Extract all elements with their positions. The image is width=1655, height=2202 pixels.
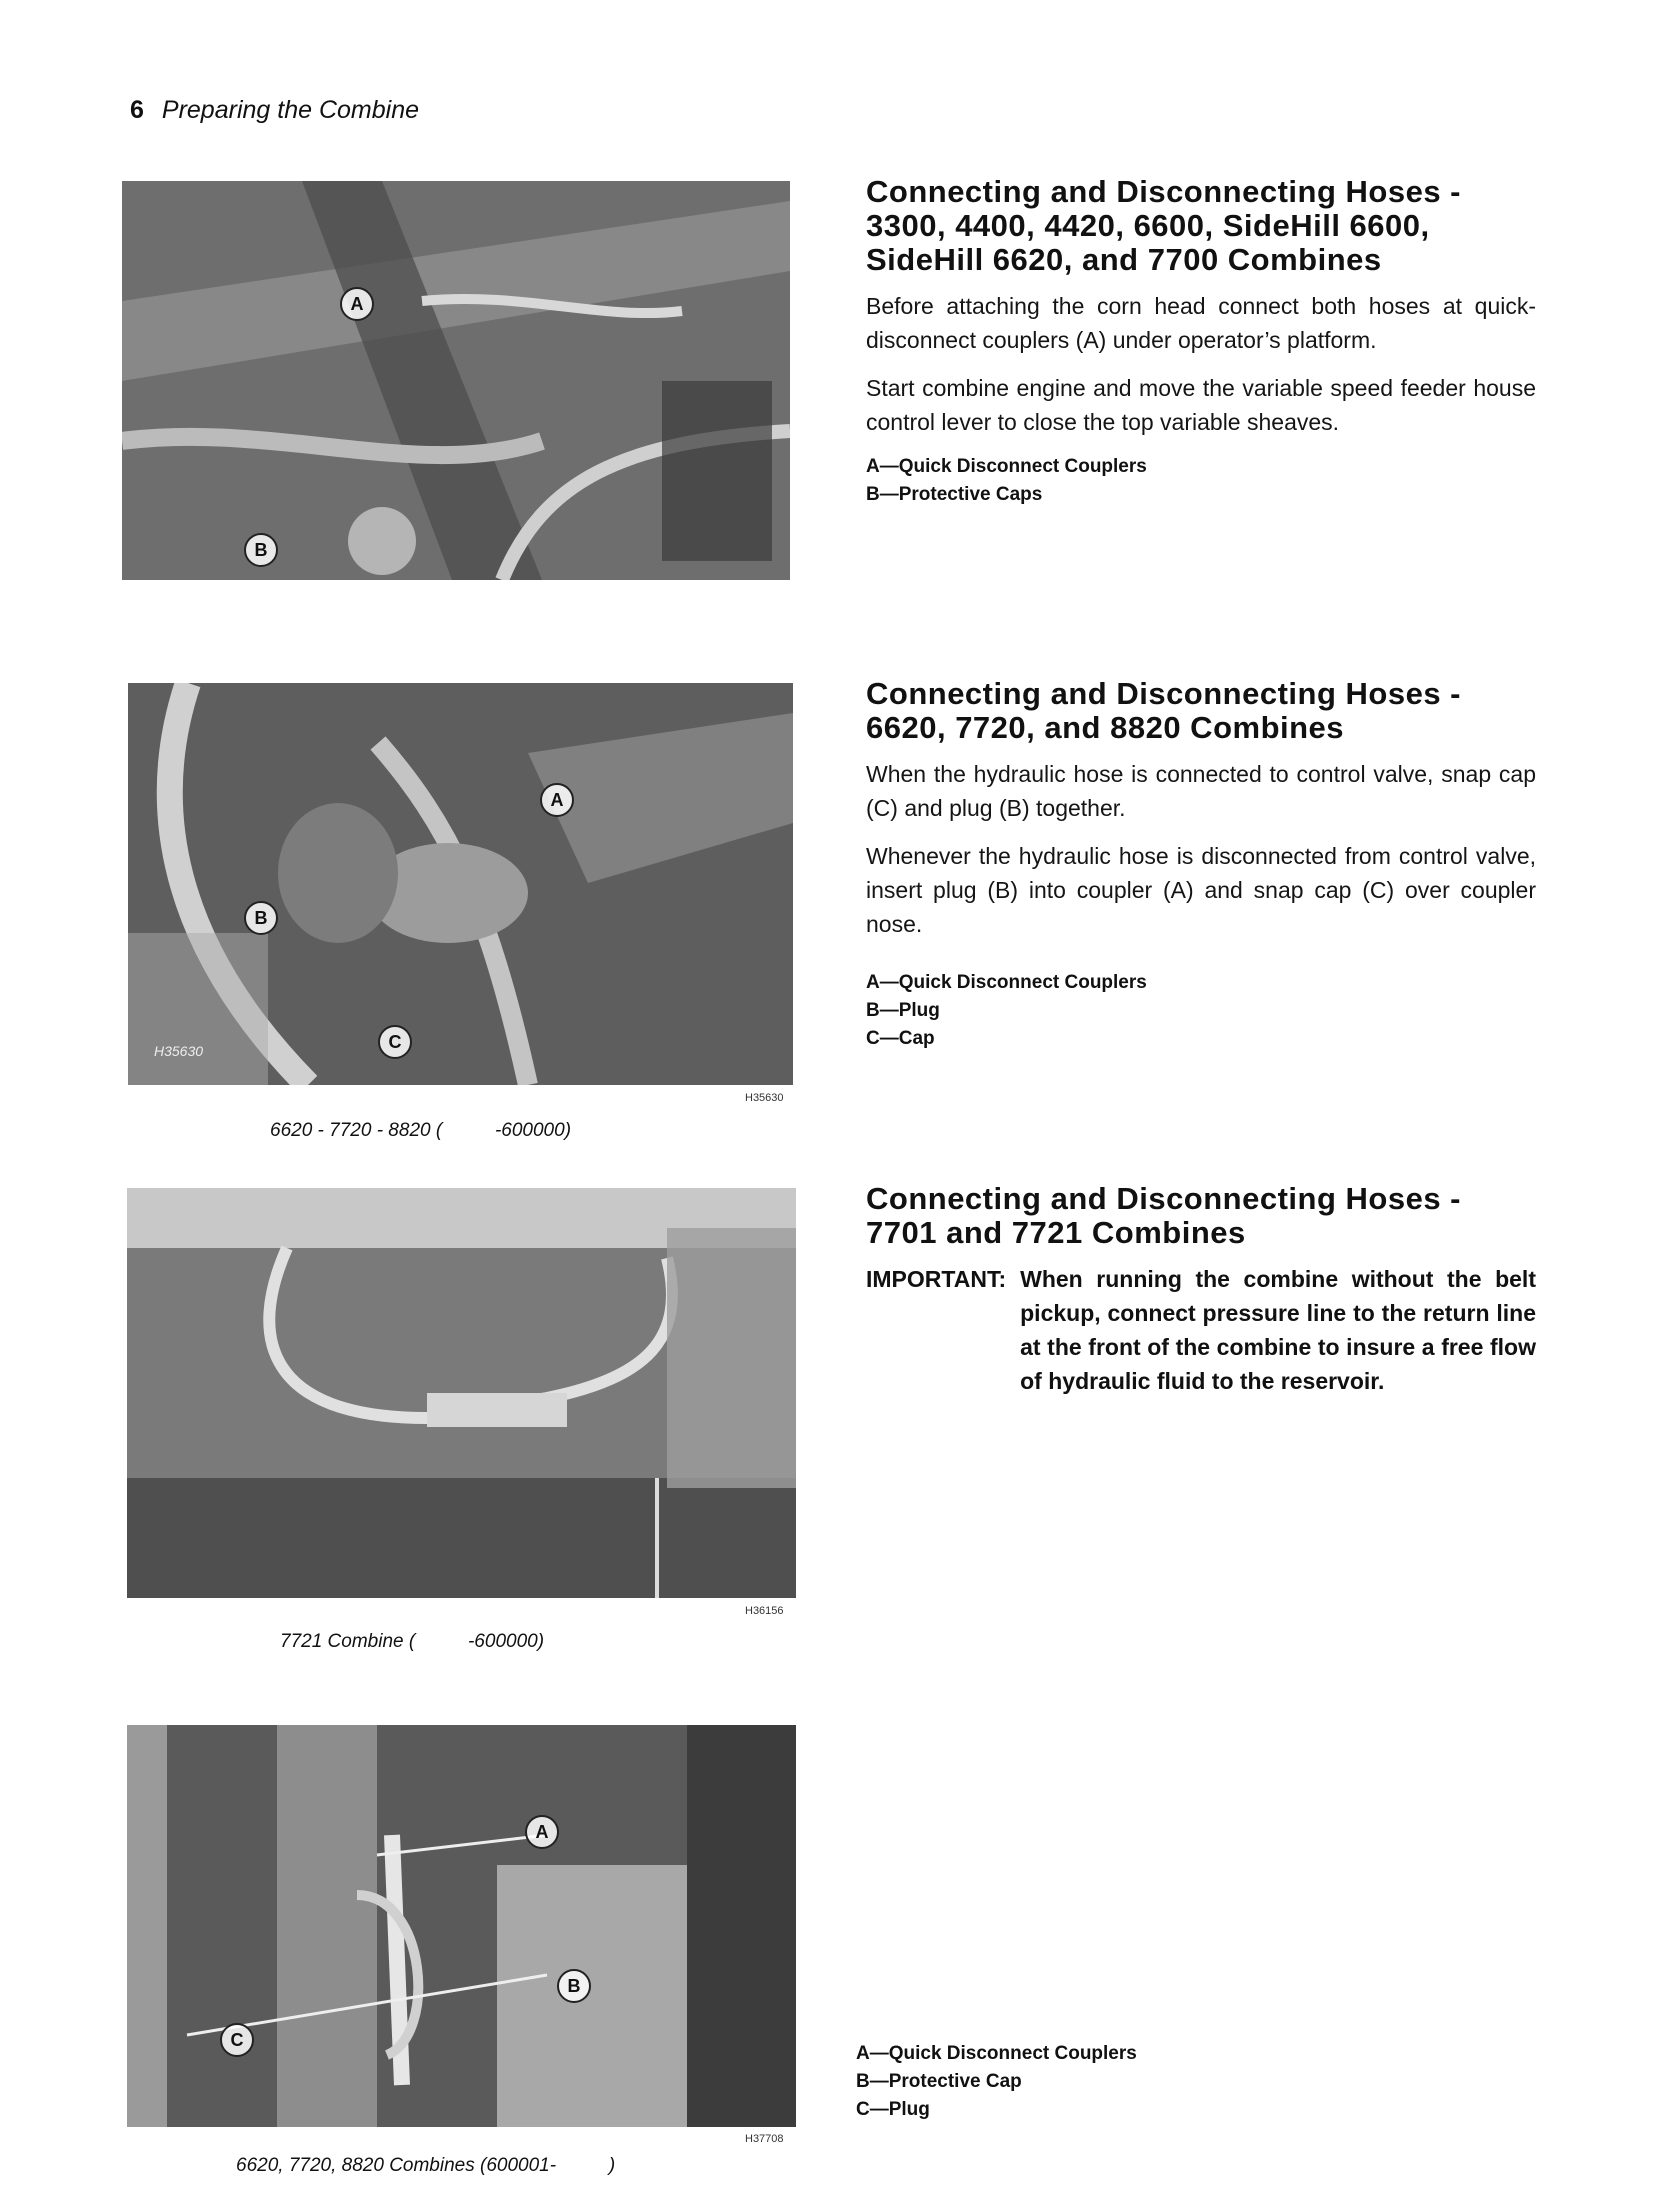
legend-item: C—Cap [866, 1028, 935, 1049]
important-text: When running the combine without the belt pickup, connect pressure line to the return line at the front of the combine to insure a free flow of hydraulic fluid to the reservoir. [1020, 1266, 1536, 1394]
section-1-paragraph-1: Before attaching the corn head connect both hoses at quick-disconnect couplers (A) under operator’s platform. [866, 293, 1536, 353]
figure-2-illustration [128, 683, 793, 1085]
figure-4-illustration [127, 1725, 796, 2127]
figure-4-caption: 6620, 7720, 8820 Combines (600001- ) [236, 2155, 616, 2176]
callout-b: B [244, 533, 278, 567]
section-3 [866, 1182, 1536, 1398]
callout-c: C [220, 2023, 254, 2057]
figure-4-code: H37708 [745, 2133, 784, 2145]
section-1-paragraph-2: Start combine engine and move the variable speed feeder house control lever to close the top variable sheaves. [866, 375, 1536, 435]
legend-item: A—Quick Disconnect Couplers [866, 456, 1147, 477]
callout-c: C [378, 1025, 412, 1059]
figure-3-code: H36156 [745, 1605, 784, 1617]
legend-item: B—Plug [866, 1000, 940, 1021]
figure-3-illustration [127, 1188, 796, 1598]
callout-b: B [244, 901, 278, 935]
legend-item: A—Quick Disconnect Couplers [866, 972, 1147, 993]
section-4 [856, 2040, 1526, 2124]
figure-1-photo [122, 181, 790, 580]
legend-item: C—Plug [856, 2099, 930, 2120]
section-2 [866, 677, 1536, 1053]
figure-3-photo [127, 1188, 796, 1598]
section-1 [866, 175, 1536, 509]
callout-a: A [340, 287, 374, 321]
page-number: 6 [130, 96, 144, 124]
figure-2-caption: 6620 - 7720 - 8820 ( -600000) [270, 1120, 572, 1141]
legend-item: B—Protective Caps [866, 484, 1043, 505]
legend-item: A—Quick Disconnect Couplers [856, 2043, 1137, 2064]
section-4-legend [856, 2040, 1526, 2124]
section-3-heading: Connecting and Disconnecting Hoses - 7701 and 7721 Combines [866, 1181, 1461, 1250]
section-1-heading: Connecting and Disconnecting Hoses - 3300, 4400, 4420, 6600, SideHill 6600, SideHill 6620, and 7700 Combines [866, 174, 1461, 277]
page-header [130, 96, 419, 125]
section-1-legend [866, 453, 1536, 509]
section-2-legend [866, 969, 1536, 1053]
figure-2-code: H35630 [745, 1092, 784, 1104]
legend-item: B—Protective Cap [856, 2071, 1022, 2092]
image-stamp: H35630 [154, 1043, 204, 1059]
figure-1-illustration [122, 181, 790, 580]
figure-3-caption: 7721 Combine ( -600000) [280, 1631, 545, 1652]
callout-a: A [540, 783, 574, 817]
callout-a: A [525, 1815, 559, 1849]
section-2-paragraph-2: Whenever the hydraulic hose is disconnected from control valve, insert plug (B) into coupler (A) and snap cap (C) over coupler nose. [866, 843, 1536, 937]
section-2-paragraph-1: When the hydraulic hose is connected to control valve, snap cap (C) and plug (B) together. [866, 761, 1536, 821]
important-label: IMPORTANT: [866, 1266, 1007, 1292]
section-2-heading: Connecting and Disconnecting Hoses - 6620, 7720, and 8820 Combines [866, 676, 1461, 745]
callout-b: B [557, 1969, 591, 2003]
figure-4-photo [127, 1725, 796, 2127]
figure-2-photo [128, 683, 793, 1085]
important-note [866, 1262, 1536, 1398]
page-title: Preparing the Combine [161, 96, 419, 124]
